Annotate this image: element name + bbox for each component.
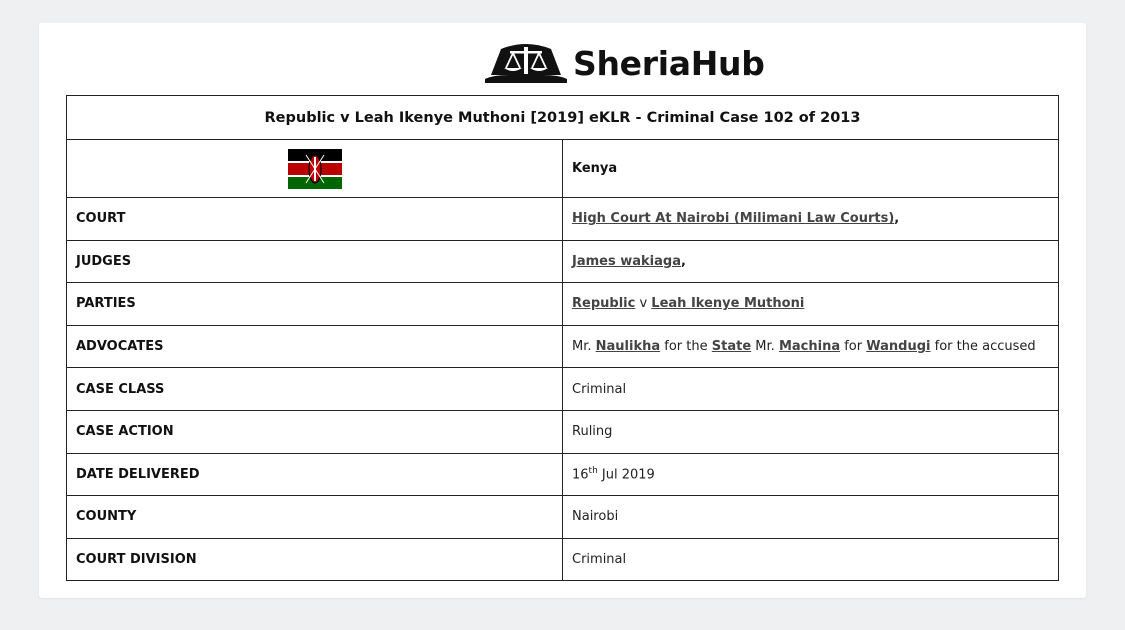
advocate-text-5: for the accused bbox=[934, 339, 1036, 355]
advocate-text-4: for bbox=[844, 339, 863, 355]
court-division-row bbox=[67, 538, 1059, 581]
case-action-label: CASE ACTION bbox=[67, 410, 563, 453]
versus-text: v bbox=[639, 296, 648, 312]
county-value: Nairobi bbox=[563, 496, 1059, 539]
judges-suffix: , bbox=[680, 253, 686, 269]
date-delivered-row bbox=[67, 453, 1059, 496]
party-link-republic[interactable]: Republic bbox=[572, 296, 636, 312]
judges-row bbox=[67, 240, 1059, 283]
court-suffix: , bbox=[894, 211, 900, 227]
court-label: COURT bbox=[67, 198, 563, 241]
title-row bbox=[67, 96, 1059, 140]
case-details-table bbox=[66, 95, 1059, 581]
date-delivered-label: DATE DELIVERED bbox=[67, 453, 563, 496]
sheriahub-logo[interactable] bbox=[483, 39, 765, 87]
case-class-value: Criminal bbox=[563, 368, 1059, 411]
advocate-link-machina[interactable]: Machina bbox=[778, 339, 841, 355]
court-division-label: COURT DIVISION bbox=[67, 538, 563, 581]
county-row bbox=[67, 496, 1059, 539]
judge-link[interactable]: James wakiaga bbox=[572, 253, 681, 269]
advocate-text-3: Mr. bbox=[755, 339, 775, 355]
party-link-accused[interactable]: Leah Ikenye Muthoni bbox=[651, 296, 805, 312]
country-row bbox=[67, 140, 1059, 198]
court-link[interactable]: High Court At Nairobi (Milimani Law Courts) bbox=[572, 211, 895, 227]
date-ordinal: th bbox=[588, 466, 598, 477]
advocate-text-2: for the bbox=[664, 339, 708, 355]
court-value bbox=[563, 198, 1059, 241]
case-class-row bbox=[67, 368, 1059, 411]
advocates-label: ADVOCATES bbox=[67, 325, 563, 368]
date-delivered-value bbox=[563, 453, 1059, 496]
advocate-link-state[interactable]: State bbox=[711, 339, 752, 355]
country-name: Kenya bbox=[563, 140, 1059, 198]
advocate-link-wandugi[interactable]: Wandugi bbox=[866, 339, 931, 355]
date-day: 16 bbox=[572, 467, 589, 483]
content-card bbox=[39, 23, 1086, 598]
advocates-value bbox=[563, 325, 1059, 368]
judges-label: JUDGES bbox=[67, 240, 563, 283]
parties-row bbox=[67, 283, 1059, 326]
county-label: COUNTY bbox=[67, 496, 563, 539]
flag-cell bbox=[67, 140, 563, 198]
scales-of-justice-icon bbox=[483, 41, 569, 85]
parties-label: PARTIES bbox=[67, 283, 563, 326]
case-class-label: CASE CLASS bbox=[67, 368, 563, 411]
court-division-value: Criminal bbox=[563, 538, 1059, 581]
advocates-row bbox=[67, 325, 1059, 368]
advocate-text-1: Mr. bbox=[572, 339, 592, 355]
advocate-link-naulikha[interactable]: Naulikha bbox=[595, 339, 661, 355]
case-action-row bbox=[67, 410, 1059, 453]
brand-name: SheriaHub bbox=[573, 43, 765, 83]
parties-value bbox=[563, 283, 1059, 326]
court-row bbox=[67, 198, 1059, 241]
case-title: Republic v Leah Ikenye Muthoni [2019] eKLR - Criminal Case 102 of 2013 bbox=[67, 96, 1059, 140]
date-rest: Jul 2019 bbox=[601, 467, 655, 483]
judges-value bbox=[563, 240, 1059, 283]
kenya-flag-icon bbox=[288, 161, 342, 176]
case-action-value: Ruling bbox=[563, 410, 1059, 453]
